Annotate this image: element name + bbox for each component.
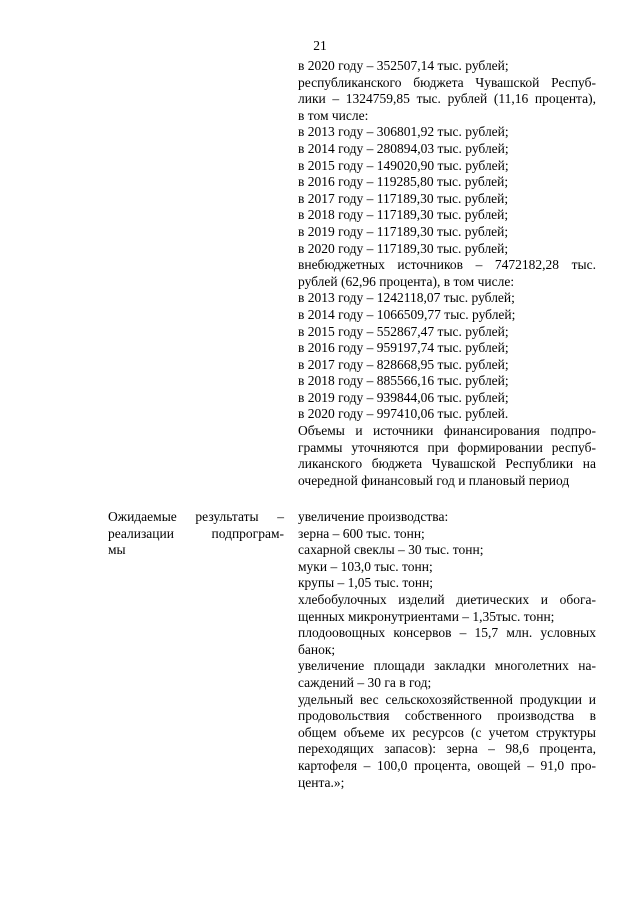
financing-line: в том числе: xyxy=(298,107,369,123)
result-line: крупы – 1,05 тыс. тонн; xyxy=(298,575,434,591)
financing-text xyxy=(298,58,596,489)
result-line: увеличение площади закладки многолетних на- xyxy=(298,658,596,674)
financing-line: в 2016 году – 959197,74 тыс. рублей; xyxy=(298,340,509,356)
result-line: щенных микронутриентами – 1,35тыс. тонн; xyxy=(298,608,555,624)
result-line: зерна – 600 тыс. тонн; xyxy=(298,525,425,541)
financing-line: в 2016 году – 119285,80 тыс. рублей; xyxy=(298,174,509,190)
financing-line: в 2018 году – 885566,16 тыс. рублей; xyxy=(298,373,509,389)
result-line: цента.»; xyxy=(298,774,345,790)
label-line: мы xyxy=(108,542,126,558)
financing-line: в 2020 году – 997410,06 тыс. рублей. xyxy=(298,406,509,422)
result-line: хлебобулочных изделий диетических и обога- xyxy=(298,591,596,607)
expected-results-label xyxy=(108,509,284,559)
financing-line: в 2017 году – 117189,30 тыс. рублей; xyxy=(298,190,509,206)
expected-results-text xyxy=(298,509,596,791)
result-line: плодоовощных консервов – 15,7 млн. условных xyxy=(298,625,596,641)
financing-line: в 2015 году – 149020,90 тыс. рублей; xyxy=(298,157,509,173)
result-line: муки – 103,0 тыс. тонн; xyxy=(298,558,433,574)
financing-line: в 2017 году – 828668,95 тыс. рублей; xyxy=(298,356,509,372)
financing-line: в 2015 году – 552867,47 тыс. рублей; xyxy=(298,323,509,339)
result-line: сахарной свеклы – 30 тыс. тонн; xyxy=(298,542,484,558)
result-line: удельный вес сельскохозяйственной продукции и xyxy=(298,691,596,707)
page-number: 21 xyxy=(313,38,327,53)
result-line: саждений – 30 га в год; xyxy=(298,674,432,690)
financing-line: в 2018 году – 117189,30 тыс. рублей; xyxy=(298,207,509,223)
financing-line: внебюджетных источников – 7472182,28 тыс. xyxy=(298,257,596,273)
label-line: реализации подпрограм- xyxy=(108,525,284,541)
result-line: увеличение производства: xyxy=(298,509,449,524)
financing-line: ликанского бюджета Чувашской Республики на xyxy=(298,456,596,472)
result-line: банок; xyxy=(298,641,336,657)
financing-line: лики – 1324759,85 тыс. рублей (11,16 процента), xyxy=(298,91,596,107)
financing-line: в 2013 году – 306801,92 тыс. рублей; xyxy=(298,124,509,140)
financing-line: республиканского бюджета Чувашской Респуб- xyxy=(298,74,596,90)
label-line: Ожидаемые результаты – xyxy=(108,509,284,524)
financing-line: в 2019 году – 117189,30 тыс. рублей; xyxy=(298,223,509,239)
result-line: общем объеме их ресурсов (с учетом структуры xyxy=(298,724,596,740)
financing-line: в 2014 году – 1066509,77 тыс. рублей; xyxy=(298,306,516,322)
financing-line: в 2013 году – 1242118,07 тыс. рублей; xyxy=(298,290,515,306)
result-line: переходящих запасов): зерна – 98,6 процента, xyxy=(298,741,596,757)
financing-line: очередной финансовый год и плановый период xyxy=(298,472,570,488)
financing-line: граммы уточняются при формировании респуб- xyxy=(298,439,596,455)
financing-line: в 2019 году – 939844,06 тыс. рублей; xyxy=(298,389,509,405)
financing-line: в 2020 году – 117189,30 тыс. рублей; xyxy=(298,240,509,256)
financing-line: в 2014 году – 280894,03 тыс. рублей; xyxy=(298,140,509,156)
result-line: картофеля – 100,0 процента, овощей – 91,0 про- xyxy=(298,757,596,773)
financing-line: в 2020 году – 352507,14 тыс. рублей; xyxy=(298,58,509,73)
result-line: продовольствия собственного производства в xyxy=(298,708,596,724)
financing-line: рублей (62,96 процента), в том числе: xyxy=(298,273,515,289)
financing-line: Объемы и источники финансирования подпро- xyxy=(298,423,596,439)
